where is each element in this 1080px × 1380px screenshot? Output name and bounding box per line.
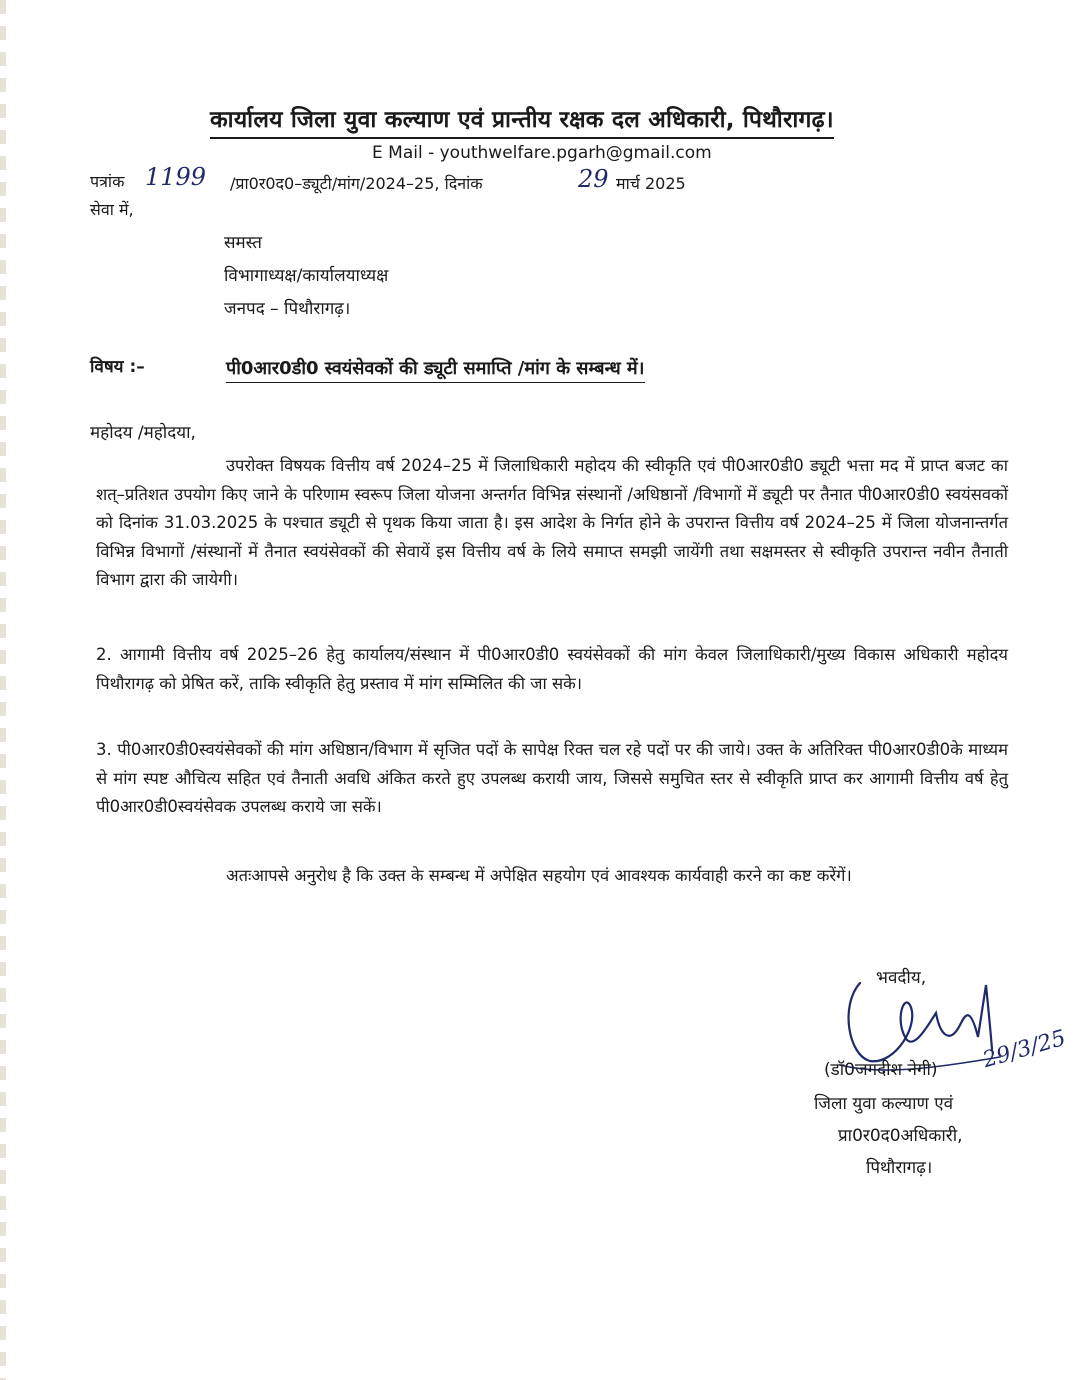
signatory-name: (डॉ0जगदीश नेगी) (824, 1060, 938, 1080)
reference-month-year: मार्च 2025 (616, 174, 686, 193)
signatory-place: पिथौरागढ़। (866, 1158, 933, 1178)
signature-date: 29/3/25 (980, 1025, 1069, 1074)
recipient-line: जनपद – पिथौरागढ़। (224, 299, 351, 319)
subject-text: पी0आर0डी0 स्वयंसेवकों की ड्यूटी समाप्ति /मांग के सम्बन्ध में। (226, 356, 645, 383)
recipient-line: समस्त (224, 233, 262, 253)
recipient-to: सेवा में, (90, 200, 134, 219)
subject-label: विषय :– (90, 357, 145, 377)
reference-label: पत्रांक (90, 172, 125, 191)
body-paragraph-4: अतःआपसे अनुरोध है कि उक्त के सम्बन्ध में अपेक्षित सहयोग एवं आवश्यक कार्यवाही करने का कष्ट करेंगें। (226, 866, 852, 885)
office-title: कार्यालय जिला युवा कल्याण एवं प्रान्तीय रक्षक दल अधिकारी, पिथौरागढ़। (210, 102, 834, 139)
office-email: E Mail - youthwelfare.pgarh@gmail.com (372, 143, 712, 163)
closing: भवदीय, (876, 968, 927, 988)
signatory-designation: प्रा0र0द0अधिकारी, (838, 1126, 963, 1146)
salutation: महोदय /महोदया, (90, 423, 196, 443)
reference-number: 1199 (145, 163, 207, 191)
signature-block (800, 965, 1070, 1195)
signatory-designation: जिला युवा कल्याण एवं (814, 1094, 954, 1114)
scan-edge (0, 0, 6, 1380)
reference-code: /प्रा0र0द0–ड्यूटी/मांग/2024–25, दिनांक (230, 174, 483, 193)
body-paragraph-3: 3. पी0आर0डी0स्वयंसेवकों की मांग अधिष्ठान/विभाग में सृजित पदों के सापेक्ष रिक्त चल रहे पदों पर की जाये। उक्त के अतिरिक्त पी0आर0डी0के माध्यम से मांग स्पष्ट औचित्य सहित एवं तैनाती अवधि अंकित करते हुए उपलब्ध करायी जाय, जिससे समुचित स्तर से स्वीकृति प्राप्त कर आगामी वित्तीय वर्ष हेतु पी0आर0डी0स्वयंसेवक उपलब्ध कराये जा सकें। (96, 740, 1008, 817)
body-paragraph-2: 2. आगामी वित्तीय वर्ष 2025–26 हेतु कार्यालय/संस्थान में पी0आर0डी0 स्वयंसेवकों की मांग केवल जिलाधिकारी/मुख्य विकास अधिकारी महोदय पिथौरागढ़ को प्रेषित करें, ताकि स्वीकृति हेतु प्रस्ताव में मांग सम्मिलित की जा सके। (96, 645, 1008, 693)
body-paragraph-1: उपरोक्त विषयक वित्तीय वर्ष 2024–25 में जिलाधिकारी महोदय की स्वीकृति एवं पी0आर0डी0 ड्यूटी भत्ता मद में प्राप्त बजट का शत्–प्रतिशत उपयोग किए जाने के परिणाम स्वरूप जिला योजना अन्तर्गत विभिन्न संस्थानों /अधिष्ठानों /विभागों में ड्यूटी पर तैनात पी0आर0डी0 स्वयंसवकों को दिनांक 31.03.2025 के पश्चात ड्यूटी से पृथक किया जाता है। इस आदेश के निर्गत होने के उपरान्त वित्तीय वर्ष 2024–25 में जिला योजनान्तर्गत विभिन्न विभागों /संस्थानों में तैनात स्वयंसेवकों की सेवायें इस वित्तीय वर्ष के लिये समाप्त समझी जायेंगी तथा सक्षमस्तर से स्वीकृति उपरान्त नवीन तैनाती विभाग द्वारा की जायेगी। (96, 456, 1008, 590)
reference-day: 29 (578, 165, 609, 193)
recipient-line: विभागाध्यक्ष/कार्यालयाध्यक्ष (224, 266, 389, 286)
